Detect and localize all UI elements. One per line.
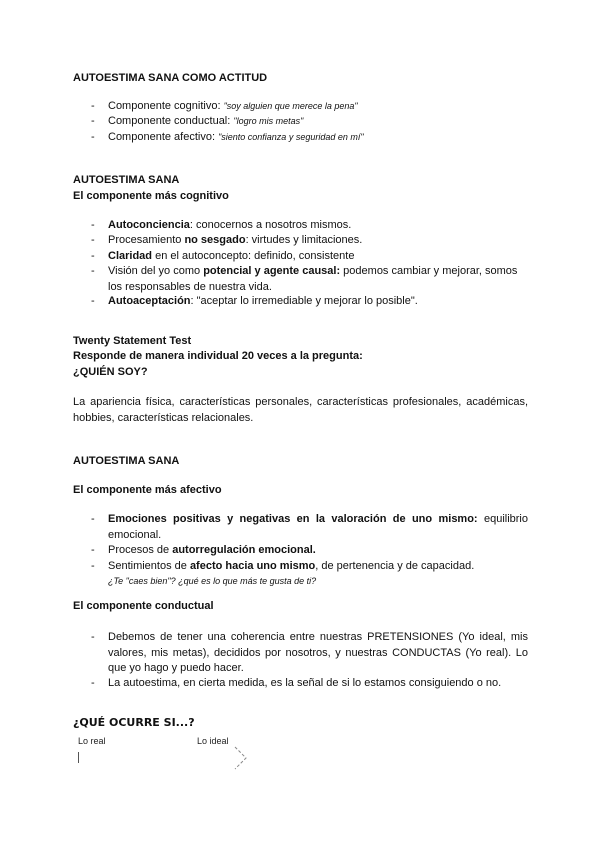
- bullet-dash: -: [91, 560, 95, 572]
- item-quote: "siento confianza y seguridad en mí": [218, 132, 364, 142]
- question: ¿QUIÉN SOY?: [73, 366, 148, 378]
- list-item: [108, 233, 528, 249]
- bullet-dash: -: [91, 219, 95, 231]
- instruction: Responde de manera individual 20 veces a la pregunta:: [73, 350, 363, 362]
- item-text: : "aceptar lo irremediable y mejorar lo posible".: [190, 295, 418, 307]
- item-quote: "soy alguien que merece la pena": [223, 101, 358, 111]
- list-item: [108, 114, 528, 130]
- list-item: [108, 99, 528, 115]
- item-text: : conocernos a nosotros mismos.: [189, 219, 352, 231]
- list-item: [108, 543, 528, 559]
- item-text: Procesamiento: [108, 234, 185, 246]
- item-quote: "logro mis metas": [233, 116, 304, 126]
- item-text: en el autoconcepto: definido, consistente: [152, 250, 355, 262]
- list-item: [108, 218, 528, 234]
- paragraph: La apariencia física, características personales, características profesionales, académicas, hobbies, características relacionales.: [73, 396, 528, 424]
- label-ideal: Lo ideal: [197, 736, 229, 746]
- bullet-dash: -: [91, 513, 95, 525]
- bullet-dash: -: [91, 115, 95, 127]
- section-title: AUTOESTIMA SANA: [73, 174, 180, 186]
- item-text: podemos cambiar y mejorar, somos los responsables de nuestra vida.: [108, 265, 518, 293]
- bullet-dash: -: [91, 100, 95, 112]
- item-bold: Claridad: [108, 250, 153, 262]
- list-item: [108, 559, 528, 575]
- bullet-dash: -: [91, 131, 95, 143]
- item-label: Componente cognitivo:: [108, 100, 224, 112]
- section-subtitle: El componente más cognitivo: [73, 190, 229, 202]
- note: ¿Te "caes bien"? ¿qué es lo que más te gusta de ti?: [108, 576, 317, 586]
- section-title: AUTOESTIMA SANA: [73, 455, 180, 467]
- item-bold: potencial y agente causal:: [203, 265, 341, 277]
- section-subtitle: El componente más afectivo: [73, 484, 222, 496]
- item-text: : virtudes y limitaciones.: [245, 234, 363, 246]
- bullet-dash: -: [91, 234, 95, 246]
- item-text: , de pertenencia y de capacidad.: [315, 560, 475, 572]
- item-bold: Autoaceptación: [108, 295, 191, 307]
- item-text: Visión del yo como: [108, 265, 204, 277]
- list-item: [108, 264, 528, 295]
- bullet-dash: -: [91, 544, 95, 556]
- item-label: Componente afectivo:: [108, 131, 219, 143]
- label-real: Lo real: [78, 736, 106, 746]
- bullet-dash: -: [91, 265, 95, 277]
- section-title: Twenty Statement Test: [73, 335, 192, 347]
- item-bold: no sesgado: [184, 234, 246, 246]
- list-item: Debemos de tener una coherencia entre nuestras PRETENSIONES (Yo ideal, mis valores, mis metas), decididos por nosotros, y nuestras CONDUCTAS (Yo real). Lo que yo hago y puedo hacer.: [108, 631, 528, 674]
- list-item: [108, 249, 528, 265]
- list-item: La autoestima, en cierta medida, es la señal de si lo estamos consiguiendo o no.: [108, 677, 502, 689]
- item-bold: Autoconciencia: [108, 219, 190, 231]
- list-item: [108, 130, 528, 146]
- item-text: equilibrio emocional.: [108, 513, 528, 541]
- item-bold: afecto hacia uno mismo: [189, 560, 316, 572]
- bullet-dash: -: [91, 631, 95, 643]
- item-text: Sentimientos de: [108, 560, 190, 572]
- item-text: Procesos de: [108, 544, 173, 556]
- item-bold: Emociones positivas y negativas en la valoración de uno mismo:: [108, 513, 478, 525]
- list-item: [108, 512, 528, 543]
- section-title: AUTOESTIMA SANA COMO ACTITUD: [73, 72, 268, 84]
- bullet-dash: -: [91, 295, 95, 307]
- item-bold: autorregulación emocional.: [172, 544, 316, 556]
- item-label: Componente conductual:: [108, 115, 234, 127]
- bullet-dash: -: [91, 677, 95, 689]
- section-title: ¿QUÉ OCURRE SI...?: [73, 716, 195, 729]
- list-item: [108, 294, 528, 310]
- vertical-bar-mark: [78, 752, 79, 763]
- bullet-dash: -: [91, 250, 95, 262]
- chevron-right-icon: [233, 745, 249, 771]
- section-subtitle: El componente conductual: [73, 600, 214, 612]
